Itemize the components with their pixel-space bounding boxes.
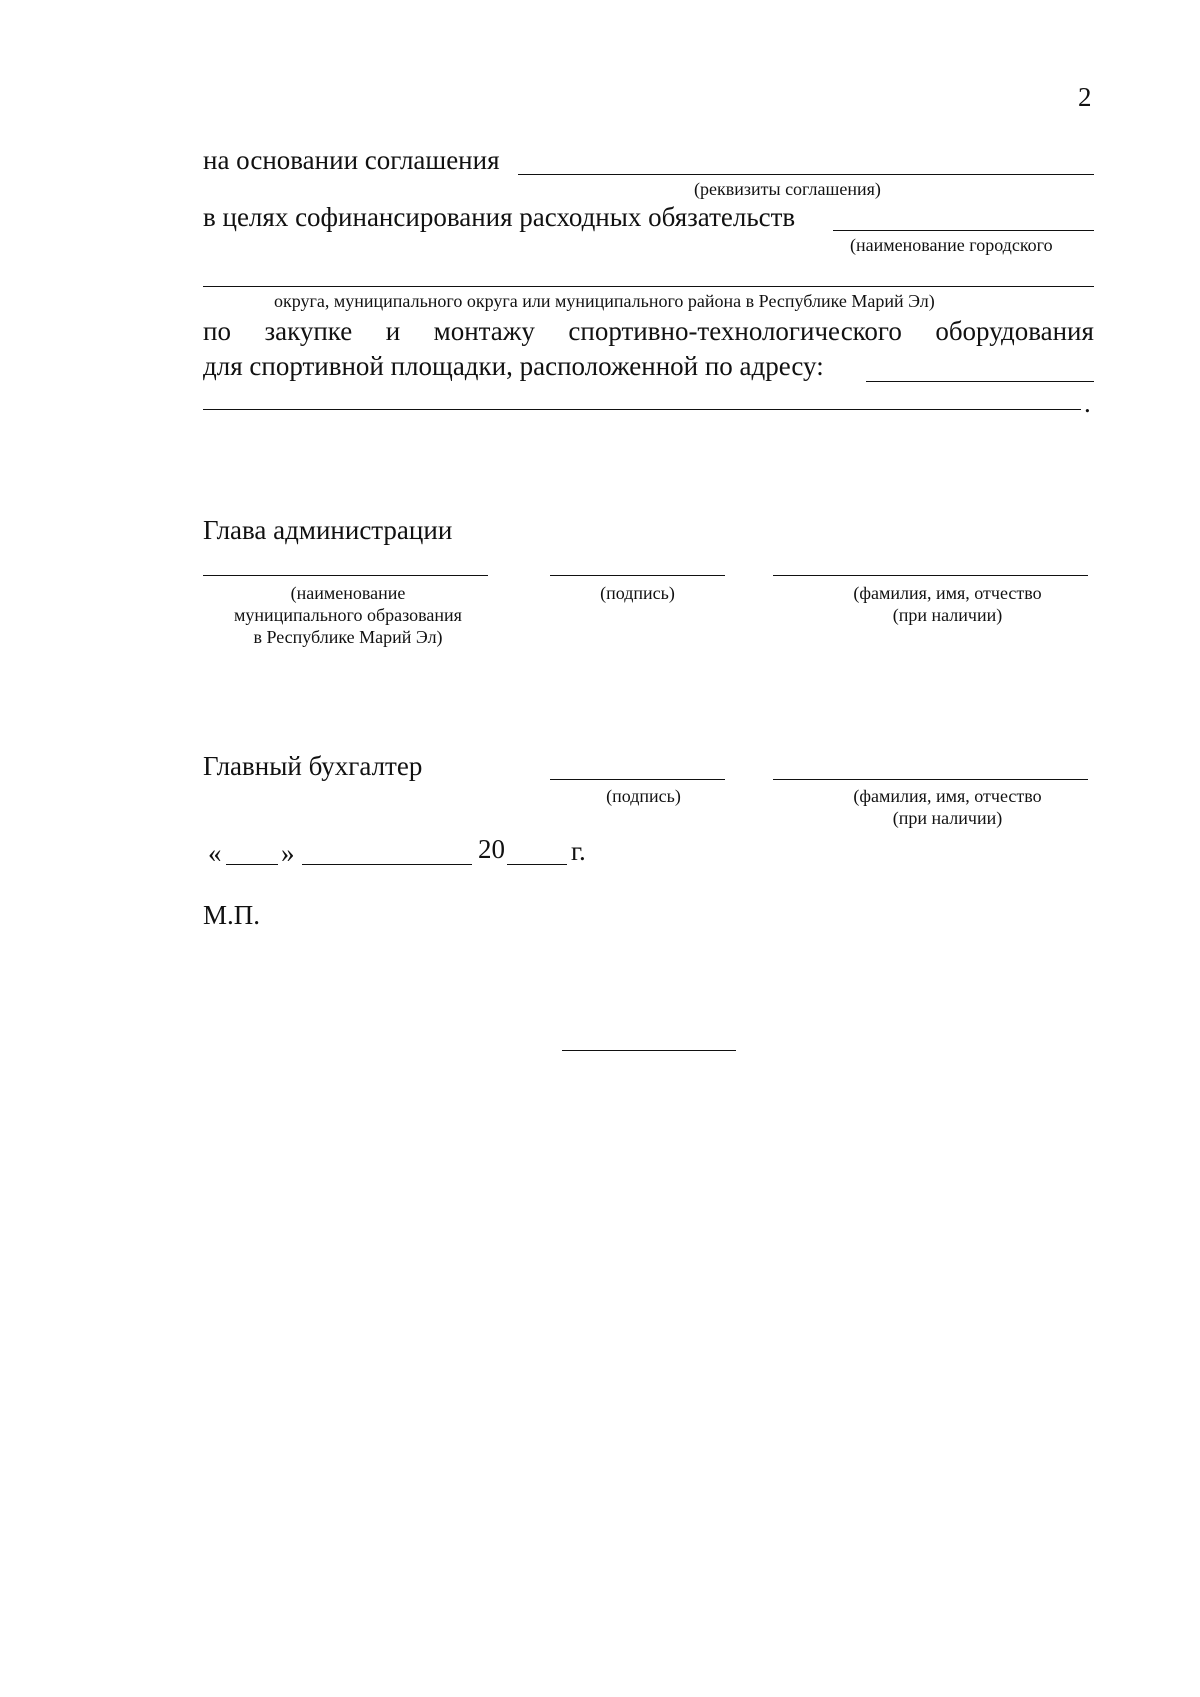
procurement-word: спортивно-технологического [568, 316, 902, 346]
head-signature-hint: (подпись) [600, 583, 675, 603]
accountant-signature-line[interactable] [550, 779, 725, 780]
address-fill-line[interactable] [866, 381, 1094, 382]
head-signature-line[interactable] [550, 575, 725, 576]
accountant-name-line[interactable] [773, 779, 1088, 780]
basis-hint: (реквизиты соглашения) [694, 179, 881, 199]
head-org-hint [203, 582, 493, 648]
date-day-line[interactable] [226, 864, 278, 865]
date-year-line[interactable] [507, 864, 567, 865]
purpose-hint-2: округа, муниципального округа или муниципального района в Республике Марий Эл) [274, 291, 935, 311]
date-open-quote: « [208, 838, 222, 868]
purpose-label: в целях софинансирования расходных обязательств [203, 202, 796, 232]
address-end-dot: . [1084, 388, 1091, 418]
head-name-hint [790, 582, 1105, 626]
accountant-name-hint [790, 785, 1105, 829]
head-org-line[interactable] [203, 575, 488, 576]
purpose-hint-1: (наименование городского [850, 235, 1053, 255]
head-title: Глава администрации [203, 515, 453, 545]
page-number: 2 [1078, 82, 1092, 112]
head-name-hint-line: (фамилия, имя, отчество [853, 583, 1042, 603]
head-org-hint-line: муниципального образования [234, 605, 462, 625]
procurement-word: монтажу [433, 316, 535, 346]
basis-label: на основании соглашения [203, 145, 500, 175]
seal-mark: М.П. [203, 900, 261, 930]
procurement-word: оборудования [935, 316, 1094, 346]
procurement-word: и [385, 316, 401, 346]
procurement-line-2: для спортивной площадки, расположенной по адресу: [203, 351, 824, 381]
procurement-line-1 [203, 318, 1094, 345]
address-fill-line-2[interactable] [203, 409, 1081, 410]
accountant-name-hint-line: (фамилия, имя, отчество [853, 786, 1042, 806]
head-name-hint-line: (при наличии) [892, 605, 1003, 625]
end-divider [562, 1050, 736, 1051]
date-year-prefix: 20 [478, 834, 505, 864]
accountant-signature-hint: (подпись) [606, 786, 681, 806]
purpose-fill-line[interactable] [833, 230, 1094, 231]
date-year-suffix: г. [571, 836, 586, 866]
date-close-quote: » [281, 838, 295, 868]
basis-fill-line[interactable] [518, 174, 1094, 175]
head-name-line[interactable] [773, 575, 1088, 576]
procurement-word: по [203, 316, 231, 346]
head-org-hint-line: в Республике Марий Эл) [253, 627, 443, 647]
accountant-name-hint-line: (при наличии) [892, 808, 1003, 828]
accountant-title: Главный бухгалтер [203, 751, 423, 781]
purpose-fill-line-2[interactable] [203, 286, 1094, 287]
head-org-hint-line: (наименование [290, 583, 406, 603]
date-month-line[interactable] [302, 864, 472, 865]
procurement-word: закупке [264, 316, 353, 346]
